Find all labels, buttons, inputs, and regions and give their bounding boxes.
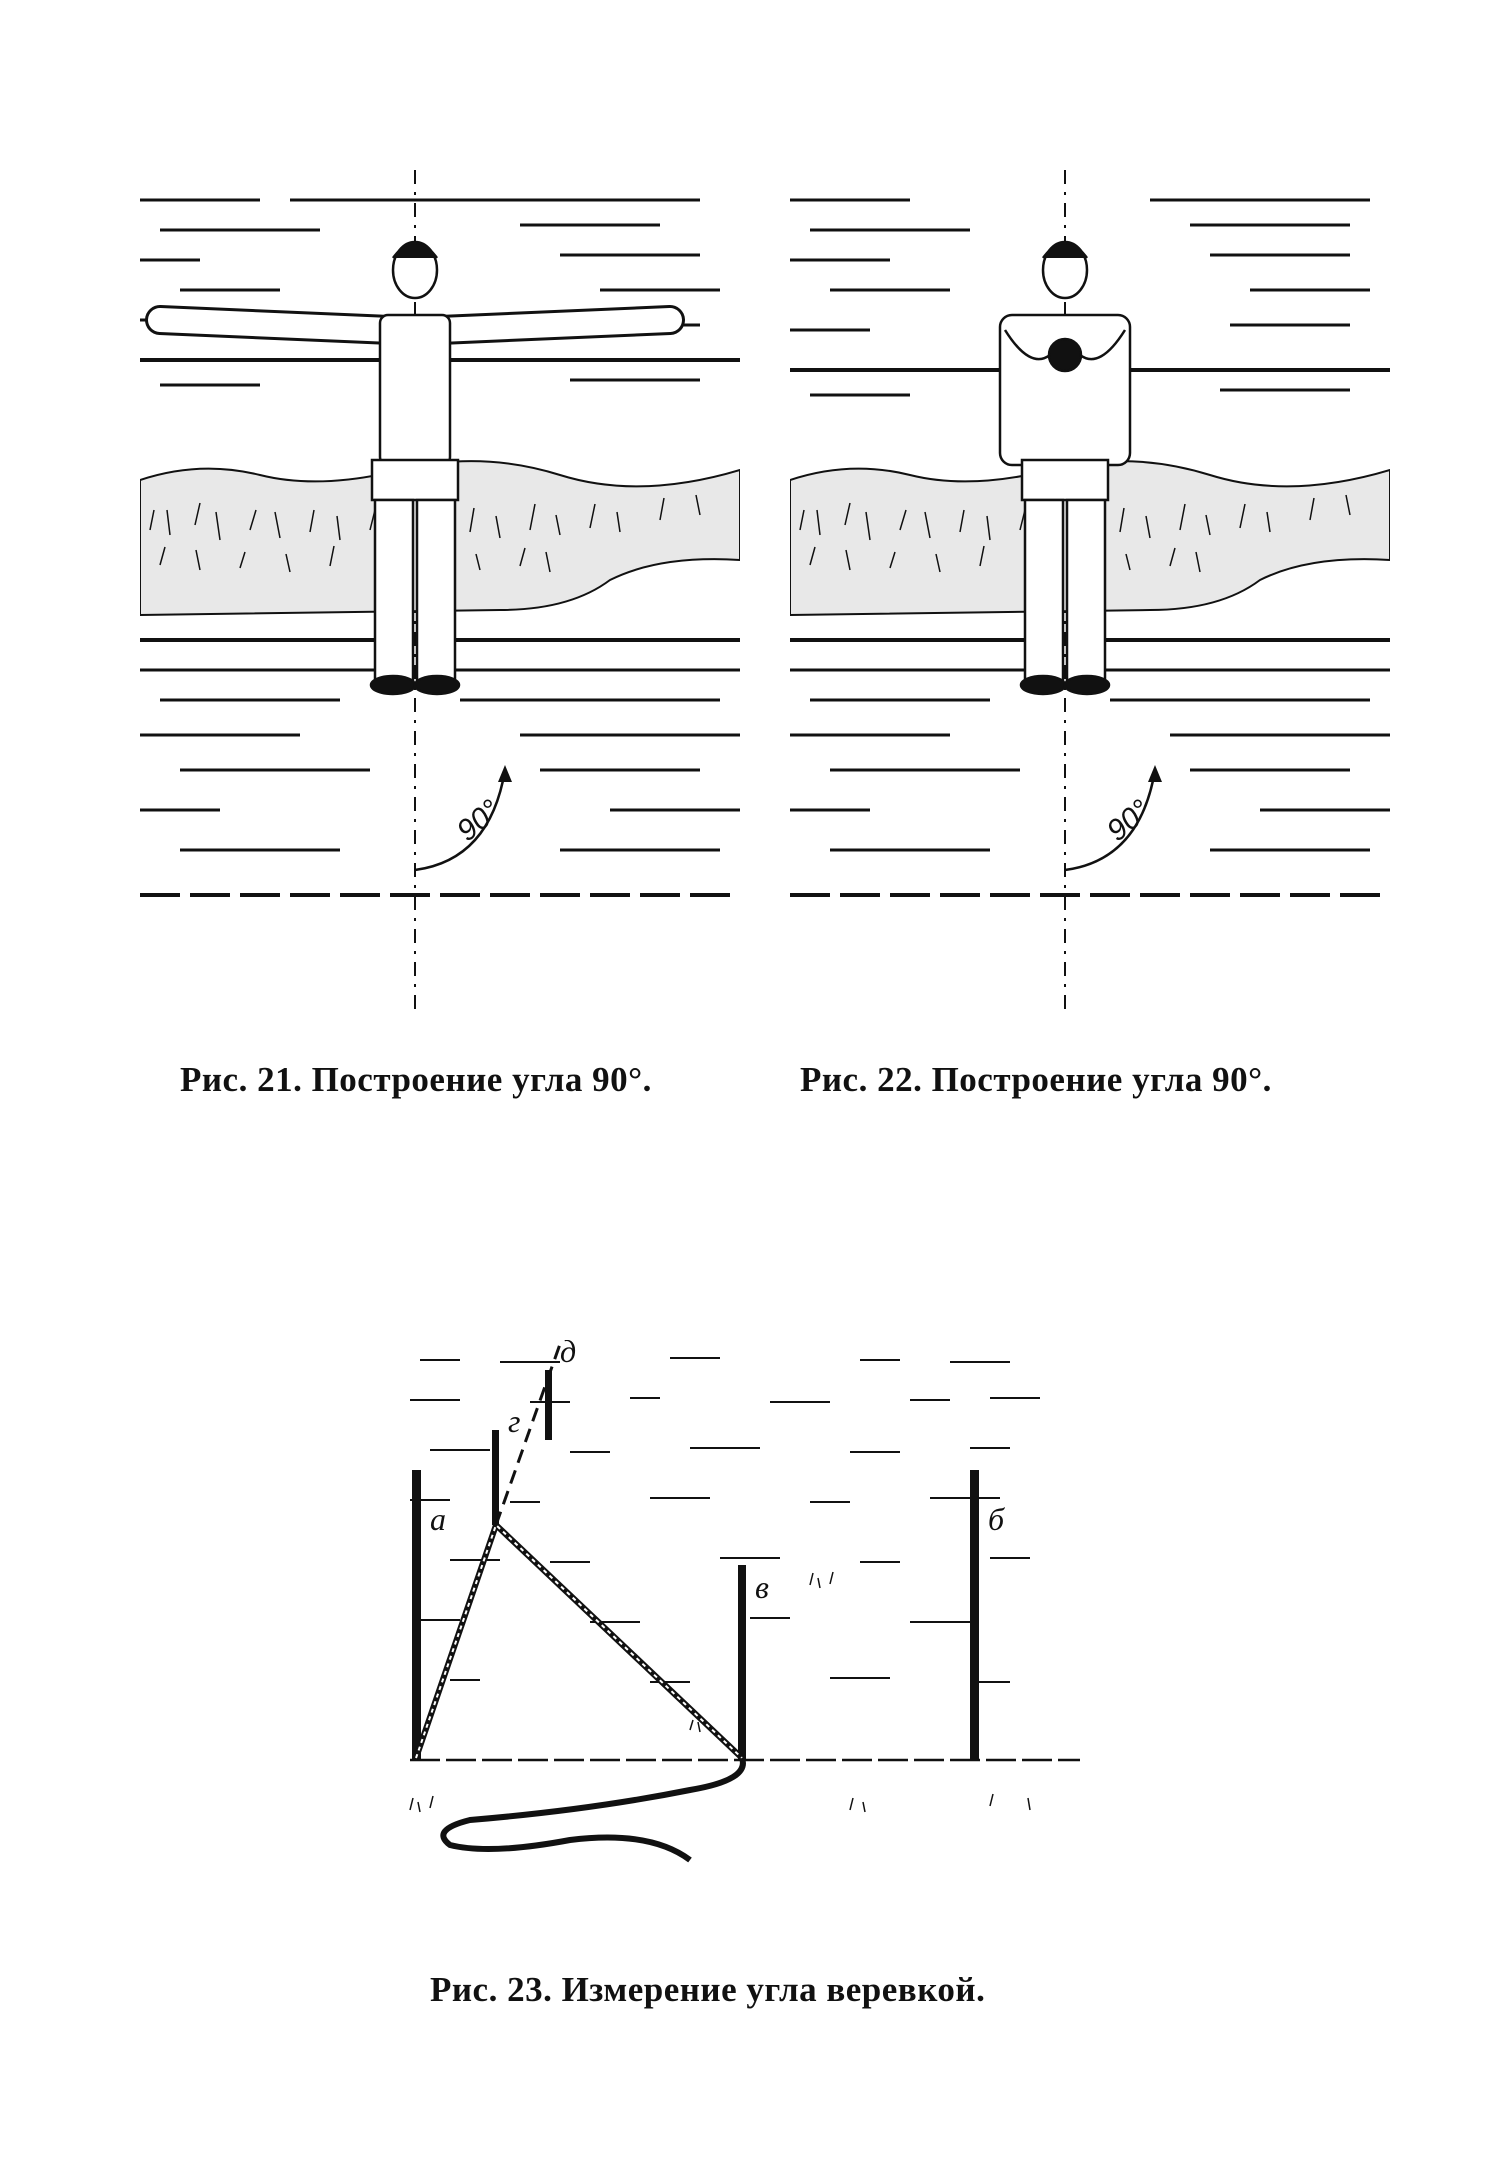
rope-coil (443, 1758, 743, 1860)
figure-23-caption: Рис. 23. Измерение угла веревкой. (430, 1970, 986, 2009)
stake-label-d: д (560, 1340, 577, 1369)
stake-label-a: а (430, 1501, 446, 1537)
figure-21-caption: Рис. 21. Построение угла 90°. (180, 1060, 652, 1099)
stake-v (738, 1565, 746, 1760)
figure-22-illustration (790, 170, 1390, 1010)
angle-label: 90° (450, 793, 507, 848)
field-texture-lines (410, 1358, 1040, 1682)
figure-22-drawing (790, 170, 1390, 1010)
stake-d (545, 1370, 552, 1440)
stake-a (412, 1470, 421, 1760)
angle-label: 90° (1100, 793, 1157, 848)
stake-b (970, 1470, 979, 1760)
sight-extension-line (496, 1340, 565, 1525)
figure-22-caption: Рис. 22. Построение угла 90°. (800, 1060, 1272, 1099)
figure-23-illustration (390, 1340, 1090, 1900)
figure-21-drawing (140, 170, 740, 1010)
stake-label-g: г (508, 1403, 521, 1439)
figure-23-drawing (390, 1340, 1090, 1900)
stake-label-b: б (988, 1501, 1005, 1537)
stake-g (492, 1430, 499, 1525)
figure-21-illustration (140, 170, 740, 1010)
angle-arrowhead (498, 765, 512, 782)
grass-tufts (410, 1572, 1030, 1812)
angle-arrowhead (1148, 765, 1162, 782)
stake-label-v: в (755, 1569, 769, 1605)
